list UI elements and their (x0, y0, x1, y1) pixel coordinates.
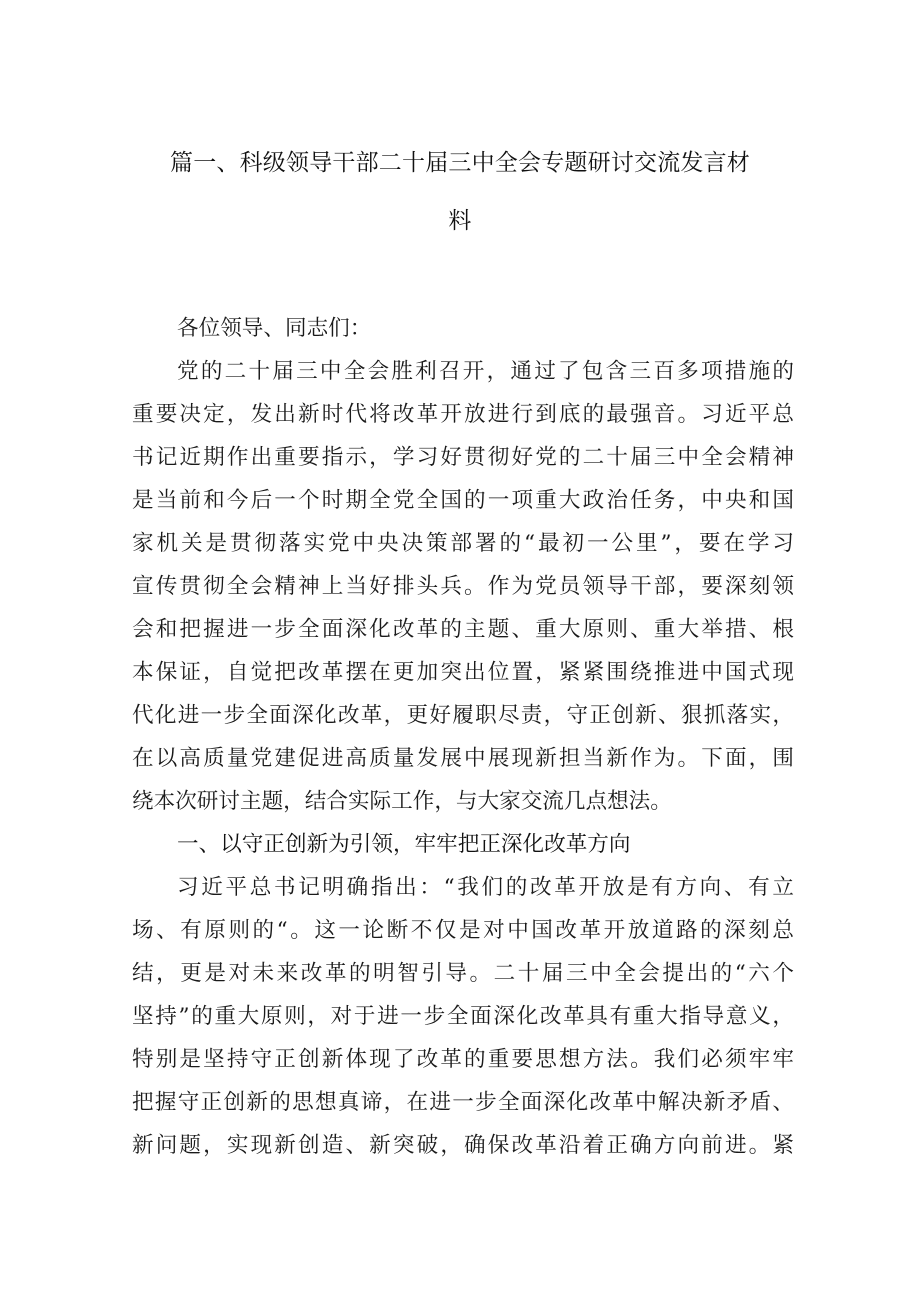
title-line: 料 (448, 208, 472, 234)
paragraph-line: 书记近期作出重要指示，学习好贯彻好党的二十届三中全会精神 (132, 445, 794, 470)
paragraph-line: 是当前和今后一个时期全党全国的一项重大政治任务，中央和国 (132, 488, 794, 513)
paragraph-line: 会和把握进一步全面深化改革的主题、重大原则、重大举措、根 (132, 617, 794, 642)
paragraph-line: 重要决定，发出新时代将改革开放进行到底的最强音。习近平总 (132, 402, 794, 427)
paragraph-line: 坚持”的重大原则，对于进一步全面深化改革具有重大指导意义， (132, 1004, 794, 1029)
paragraph-line: 宣传贯彻全会精神上当好排头兵。作为党员领导干部，要深刻领 (132, 574, 794, 599)
paragraph-line: 结，更是对未来改革的明智引导。二十届三中全会提出的“六个 (132, 961, 794, 986)
paragraph-line: 党的二十届三中全会胜利召开，通过了包含三百多项措施的 (177, 359, 794, 384)
section-heading: 一、以守正创新为引领，牢牢把正深化改革方向 (177, 832, 631, 857)
paragraph-line: 代化进一步全面深化改革，更好履职尽责，守正创新、狠抓落实， (132, 703, 794, 728)
salutation: 各位领导、同志们： (177, 316, 372, 341)
paragraph-line: 本保证，自觉把改革摆在更加突出位置，紧紧围绕推进中国式现 (132, 660, 794, 685)
paragraph-line: 绕本次研讨主题，结合实际工作，与大家交流几点想法。 (132, 789, 672, 814)
title-line: 篇一、科级领导干部二十届三中全会专题研讨交流发言材 (170, 150, 750, 176)
document-body (132, 307, 794, 1167)
paragraph-line: 习近平总书记明确指出：“我们的改革开放是有方向、有立 (177, 875, 794, 900)
paragraph-line: 新问题，实现新创造、新突破，确保改革沿着正确方向前进。紧 (132, 1133, 794, 1158)
paragraph-line: 特别是坚持守正创新体现了改革的重要思想方法。我们必须牢牢 (132, 1047, 794, 1072)
paragraph-line: 场、有原则的“。这一论断不仅是对中国改革开放道路的深刻总 (132, 918, 794, 943)
document-title (125, 140, 795, 244)
paragraph-line: 家机关是贯彻落实党中央决策部署的“最初一公里”，要在学习 (132, 531, 794, 556)
paragraph-line: 在以高质量党建促进高质量发展中展现新担当新作为。下面，围 (132, 746, 794, 771)
paragraph-line: 把握守正创新的思想真谛，在进一步全面深化改革中解决新矛盾、 (132, 1090, 794, 1115)
